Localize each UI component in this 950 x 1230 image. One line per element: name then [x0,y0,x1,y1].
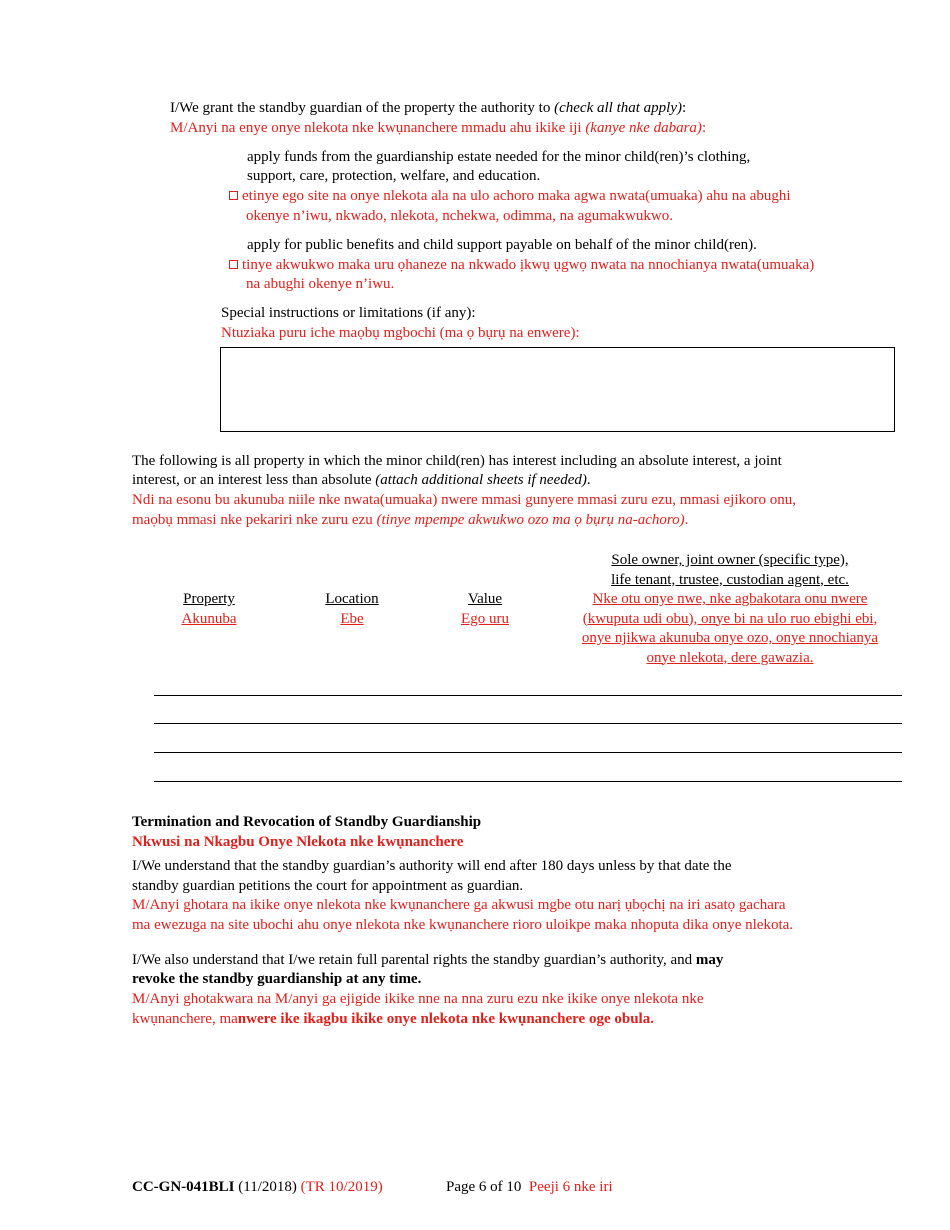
termination-p2-en-line2: revoke the standby guardianship at any time. [132,971,422,987]
property-intro-en-line2: interest, or an interest less than absolute (attach additional sheets if needed). [132,472,591,488]
termination-p1-en-line1: I/We understand that the standby guardian’s authority will end after 180 days unless by that date the [132,858,732,874]
grant-en: I/We grant the standby guardian of the property the authority to (check all that apply): [170,100,687,116]
termination-p2-ig-line1: M/Anyi ghotakwara na M/anyi ga ejigide ikike nne na nna zuru ezu nke ikike onye nlekota nke [132,991,704,1007]
table-row[interactable] [154,695,902,696]
property-intro-ig-line2: maọbụ mmasi nke pekariri nke zuru ezu (tinye mpempe akwukwo ozo ma ọ bụrụ na-achoro). [132,512,689,528]
grant-ig: M/Anyi na enye onye nlekota nke kwụnanchere mmadu ahu ikike iji (kanye nke dabara): [170,120,707,136]
option2-ig-line2: na abughi okenye n’iwu. [246,276,395,292]
termination-heading-ig: Nkwusi na Nkagbu Onye Nlekota nke kwụnanchere [132,834,464,850]
table-row[interactable] [154,752,902,753]
form-id: CC-GN-041BLI [132,1179,235,1195]
table-row[interactable] [154,723,902,724]
option1-checkbox[interactable] [229,191,238,200]
special-instructions-box[interactable] [220,347,895,432]
special-label-en: Special instructions or limitations (if any): [221,305,476,321]
form-date: (11/2018) [238,1179,297,1195]
col-owner-header: Sole owner, joint owner (specific type), life tenant, trustee, custodian agent, etc. Nke otu onye nwe, nke agbakotara onu nwere (kwuputa udi obu), onye bi na ulo ruo ebighi ebi, onye njikwa akunuba onye ozo, onye nnochianya onye nlekota, dere gawazia. [581,552,879,666]
col-location-header: Location Ebe [325,591,379,627]
option1-en-line1: apply funds from the guardianship estate needed for the minor child(ren)’s clothing, [247,149,751,165]
option2-en-line1: apply for public benefits and child support payable on behalf of the minor child(ren). [247,237,757,253]
translation-date: (TR 10/2019) [300,1179,383,1195]
table-row[interactable] [154,781,902,782]
option1-en-line2: support, care, protection, welfare, and education. [247,168,541,184]
option2-checkbox[interactable] [229,260,238,269]
termination-p1-en-line2: standby guardian petitions the court for appointment as guardian. [132,878,524,894]
termination-p2-en-line1: I/We also understand that I/we retain full parental rights the standby guardian’s authority, and may [132,952,724,968]
property-intro-ig-line1: Ndi na esonu bu akunuba niile nke nwata(umuaka) nwere mmasi gunyere mmasi zuru ezu, mmasi ejikoro onu, [132,492,796,508]
termination-p1-ig-line1: M/Anyi ghotara na ikike onye nlekota nke kwụnanchere ga akwusi mgbe otu narị ụbọchị na iri asatọ gachara [132,897,786,913]
col-value-header: Value Ego uru [461,591,509,627]
page-number: Page 6 of 10 Peeji 6 nke iri [446,1179,613,1195]
termination-p2-ig-line2: kwụnanchere, manwere ike ikagbu ikike onye nlekota nke kwụnanchere oge obula. [132,1011,654,1027]
termination-heading-en: Termination and Revocation of Standby Guardianship [132,814,482,830]
property-intro-en-line1: The following is all property in which the minor child(ren) has interest including an absolute interest, a joint [132,453,782,469]
special-label-ig: Ntuziaka puru iche maọbụ mgbochi (ma ọ bụrụ na enwere): [221,325,580,341]
col-property-header: Property Akunuba [181,591,237,627]
option1-ig-line2: okenye n’iwu, nkwado, nlekota, nchekwa, odimma, na agumakwukwo. [246,208,673,224]
termination-p1-ig-line2: ma ewezuga na site ubochi ahu onye nlekota nke kwụnanchere rioro uloikpe maka nhoputa dika onye nlekota. [132,917,794,933]
option2-ig-line1: tinye akwukwo maka uru ọhaneze na nkwado ịkwụ ụgwọ nwata na nnochianya nwata(umuaka) [229,256,814,276]
footer [132,1178,383,1198]
option1-ig-line1: etinye ego site na onye nlekota ala na ulo achoro maka agwa nwata(umuaka) ahu na abughi [229,187,791,207]
